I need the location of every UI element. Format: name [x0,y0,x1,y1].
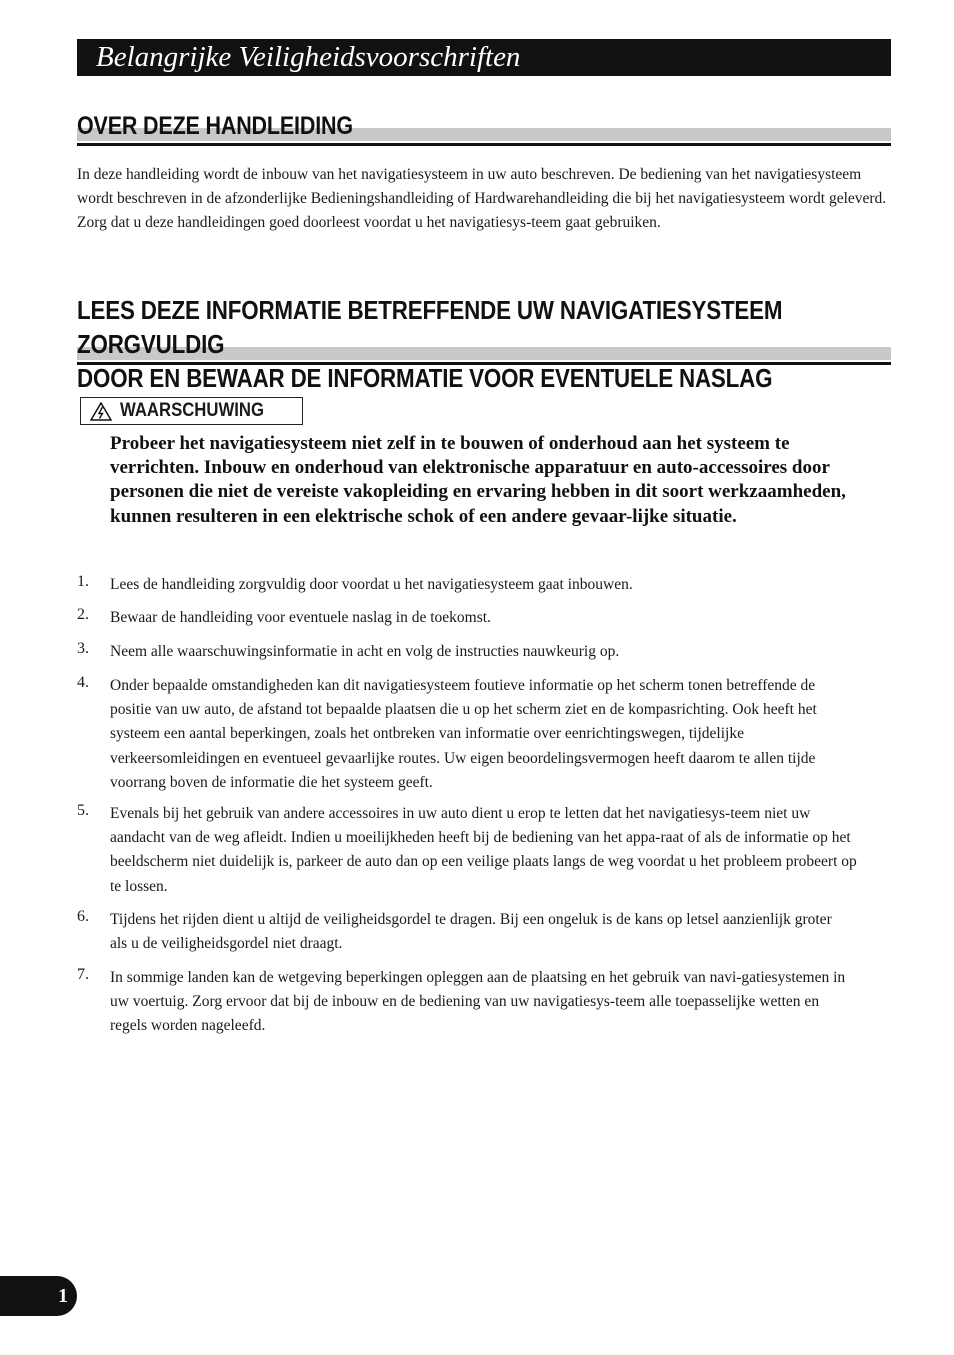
list-number: 1. [77,573,89,590]
heading-rule [77,143,891,146]
list-number: 6. [77,908,89,925]
section-heading-safety [77,293,891,395]
warning-triangle-icon [90,402,112,421]
warning-text: Probeer het navigatiesysteem niet zelf in te bouwen of onderhoud aan het systeem te verrichten. Inbouw en onderhoud van elektronische apparatuur en auto-accessoires door personen die niet de vereiste vakopleiding en ervaring hebben in dit soort werkzaamheden, kunnen resulteren in een elektrische schok of een andere gevaar-lijke situatie. [110,433,846,527]
page-number-tab [0,1276,77,1316]
list-text: Lees de handleiding zorgvuldig door voordat u het navigatiesysteem gaat inbouwen. [110,576,633,593]
list-number: 3. [77,640,89,657]
page-title-banner [77,39,891,76]
section-heading-line: DOOR EN BEWAAR DE INFORMATIE VOOR EVENTUELE NASLAG [77,363,773,393]
list-text: In sommige landen kan de wetgeving beperkingen opleggen aan de plaatsing en het gebruik van navi-gatiesystemen in uw voertuig. Zorg ervoor dat bij de inbouw en de bediening van uw navigatiesys-teem alle toepasselijke wetten en regels worden nageleefd. [110,969,846,1035]
page-title: Belangrijke Veiligheidsvoorschriften [96,41,521,73]
list-text: Bewaar de handleiding voor eventuele naslag in de toekomst. [110,609,491,626]
section-heading-line: LEES DEZE INFORMATIE BETREFFENDE UW NAVIGATIESYSTEEM ZORGVULDIG [77,295,783,359]
list-text: Onder bepaalde omstandigheden kan dit navigatiesysteem foutieve informatie op het scherm tonen betreffende de positie van uw auto, de afstand tot bepaalde plaatsen die u op het scherm ziet en de kompasrichting. Ook heeft het systeem een aantal beperkingen, zoals het ontbreken van informatie over eenrichtingswegen, tijdelijke verkeersomleidingen en eventueel gevaarlijke routes. Uw eigen beoordelingsvermogen heeft daarom te allen tijde voorrang boven de informatie die het systeem geeft. [110,677,817,791]
page-number: 1 [58,1284,68,1307]
list-text: Tijdens het rijden dient u altijd de veiligheidsgordel te dragen. Bij een ongeluk is de kans op letsel aanzienlijk groter als u de veiligheidsgordel niet draagt. [110,911,832,953]
section-heading-manual: OVER DEZE HANDLEIDING [77,112,353,140]
list-number: 5. [77,802,89,819]
warning-label: WAARSCHUWING [120,400,264,421]
list-text: Evenals bij het gebruik van andere accessoires in uw auto dient u erop te letten dat het navigatiesys-teem niet uw aandacht van de weg afleidt. Indien u moeilijkheden heeft bij de bediening van het appa-raat of als de informatie op het beeldscherm niet duidelijk is, parkeer de auto dan op een veilige plaats langs de weg voordat u het probleem probeert op te lossen. [110,805,857,895]
list-number: 4. [77,674,89,691]
warning-label-box [80,397,303,425]
list-number: 7. [77,966,89,983]
list-text: Neem alle waarschuwingsinformatie in acht en volg de instructies nauwkeurig op. [110,643,620,660]
intro-paragraph: In deze handleiding wordt de inbouw van het navigatiesysteem in uw auto beschreven. De bediening van het navigatiesysteem wordt beschreven in de afzonderlijke Bedieningshandleiding of Hardwarehandleiding die bij het navigatiesysteem wordt geleverd. Zorg dat u deze handleidingen goed doorleest voordat u het navigatiesys-teem gaat gebruiken. [77,166,887,232]
list-number: 2. [77,606,89,623]
